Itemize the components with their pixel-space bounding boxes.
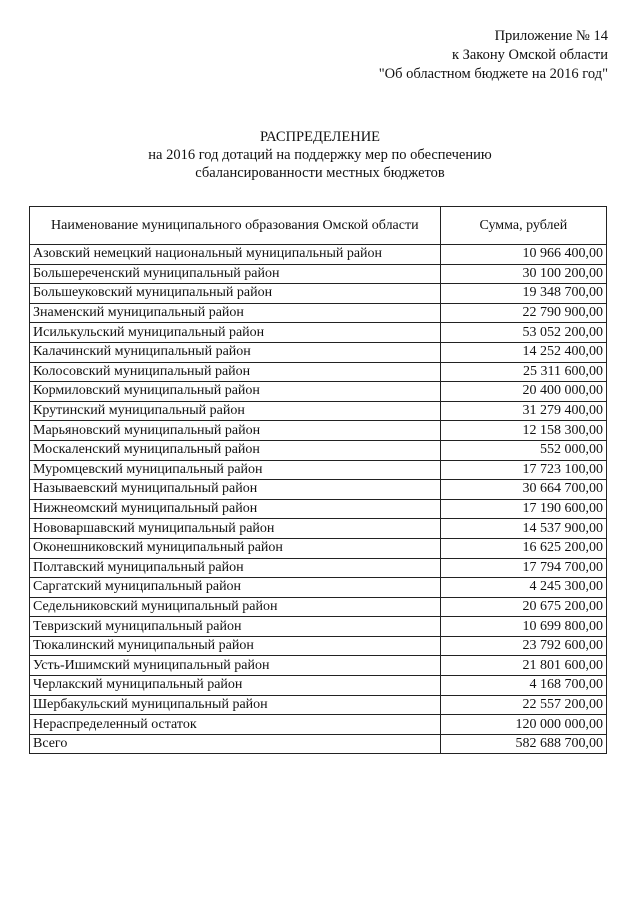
table-row	[30, 401, 607, 421]
cell-municipality-name: Знаменский муниципальный район	[30, 303, 441, 323]
table-header-row	[30, 207, 607, 245]
table-row	[30, 538, 607, 558]
cell-municipality-name: Калачинский муниципальный район	[30, 342, 441, 362]
table-row	[30, 734, 607, 754]
cell-municipality-name: Колосовский муниципальный район	[30, 362, 441, 382]
cell-amount: 12 158 300,00	[440, 421, 606, 441]
cell-municipality-name: Большереченский муниципальный район	[30, 264, 441, 284]
table-row	[30, 264, 607, 284]
cell-amount: 17 794 700,00	[440, 558, 606, 578]
cell-municipality-name: Нижнеомский муниципальный район	[30, 499, 441, 519]
table-row	[30, 578, 607, 598]
table-row	[30, 323, 607, 343]
cell-municipality-name: Москаленский муниципальный район	[30, 440, 441, 460]
table-row	[30, 245, 607, 265]
cell-municipality-name: Всего	[30, 734, 441, 754]
cell-amount: 30 100 200,00	[440, 264, 606, 284]
table-row	[30, 421, 607, 441]
title-subtitle-line2: сбалансированности местных бюджетов	[195, 165, 445, 181]
title-subtitle-line1: на 2016 год дотаций на поддержку мер по обеспечению	[148, 147, 492, 163]
table-row	[30, 342, 607, 362]
table-row	[30, 284, 607, 304]
column-header-name: Наименование муниципального образования Омской области	[30, 207, 441, 245]
cell-municipality-name: Муромцевский муниципальный район	[30, 460, 441, 480]
cell-municipality-name: Седельниковский муниципальный район	[30, 597, 441, 617]
cell-municipality-name: Шербакульский муниципальный район	[30, 695, 441, 715]
cell-amount: 20 675 200,00	[440, 597, 606, 617]
cell-municipality-name: Тюкалинский муниципальный район	[30, 636, 441, 656]
cell-municipality-name: Кормиловский муниципальный район	[30, 382, 441, 402]
cell-amount: 552 000,00	[440, 440, 606, 460]
table-row	[30, 362, 607, 382]
cell-amount: 582 688 700,00	[440, 734, 606, 754]
cell-amount: 30 664 700,00	[440, 480, 606, 500]
cell-municipality-name: Нововаршавский муниципальный район	[30, 519, 441, 539]
cell-amount: 17 723 100,00	[440, 460, 606, 480]
cell-municipality-name: Саргатский муниципальный район	[30, 578, 441, 598]
cell-amount: 4 168 700,00	[440, 676, 606, 696]
column-header-sum: Сумма, рублей	[440, 207, 606, 245]
appendix-header	[379, 27, 608, 84]
cell-municipality-name: Полтавский муниципальный район	[30, 558, 441, 578]
table-row	[30, 676, 607, 696]
table-body	[30, 245, 607, 754]
cell-amount: 10 699 800,00	[440, 617, 606, 637]
table-row	[30, 480, 607, 500]
cell-amount: 19 348 700,00	[440, 284, 606, 304]
cell-amount: 53 052 200,00	[440, 323, 606, 343]
cell-amount: 22 557 200,00	[440, 695, 606, 715]
table-row	[30, 597, 607, 617]
table-row	[30, 636, 607, 656]
cell-municipality-name: Исилькульский муниципальный район	[30, 323, 441, 343]
cell-municipality-name: Тевризский муниципальный район	[30, 617, 441, 637]
title-main: РАСПРЕДЕЛЕНИЕ	[259, 129, 381, 145]
document-title	[0, 128, 640, 182]
table-row	[30, 440, 607, 460]
cell-amount: 10 966 400,00	[440, 245, 606, 265]
cell-municipality-name: Называевский муниципальный район	[30, 480, 441, 500]
cell-municipality-name: Усть-Ишимский муниципальный район	[30, 656, 441, 676]
cell-amount: 22 790 900,00	[440, 303, 606, 323]
cell-municipality-name: Крутинский муниципальный район	[30, 401, 441, 421]
cell-amount: 25 311 600,00	[440, 362, 606, 382]
cell-municipality-name: Нераспределенный остаток	[30, 715, 441, 735]
table-row	[30, 303, 607, 323]
cell-amount: 31 279 400,00	[440, 401, 606, 421]
cell-amount: 4 245 300,00	[440, 578, 606, 598]
cell-amount: 14 537 900,00	[440, 519, 606, 539]
cell-amount: 16 625 200,00	[440, 538, 606, 558]
cell-municipality-name: Черлакский муниципальный район	[30, 676, 441, 696]
table-row	[30, 382, 607, 402]
appendix-law-ref: к Закону Омской области	[451, 47, 608, 63]
cell-amount: 120 000 000,00	[440, 715, 606, 735]
appendix-number: Приложение № 14	[494, 28, 608, 44]
distribution-table	[29, 206, 607, 754]
cell-municipality-name: Марьяновский муниципальный район	[30, 421, 441, 441]
cell-amount: 20 400 000,00	[440, 382, 606, 402]
cell-municipality-name: Оконешниковский муниципальный район	[30, 538, 441, 558]
cell-municipality-name: Большеуковский муниципальный район	[30, 284, 441, 304]
cell-amount: 21 801 600,00	[440, 656, 606, 676]
table-row	[30, 499, 607, 519]
table-row	[30, 715, 607, 735]
cell-municipality-name: Азовский немецкий национальный муниципальный район	[30, 245, 441, 265]
cell-amount: 14 252 400,00	[440, 342, 606, 362]
table-row	[30, 558, 607, 578]
cell-amount: 17 190 600,00	[440, 499, 606, 519]
table-row	[30, 656, 607, 676]
table-row	[30, 460, 607, 480]
table-row	[30, 519, 607, 539]
appendix-law-title: "Об областном бюджете на 2016 год"	[378, 66, 608, 82]
cell-amount: 23 792 600,00	[440, 636, 606, 656]
table-row	[30, 695, 607, 715]
table-row	[30, 617, 607, 637]
